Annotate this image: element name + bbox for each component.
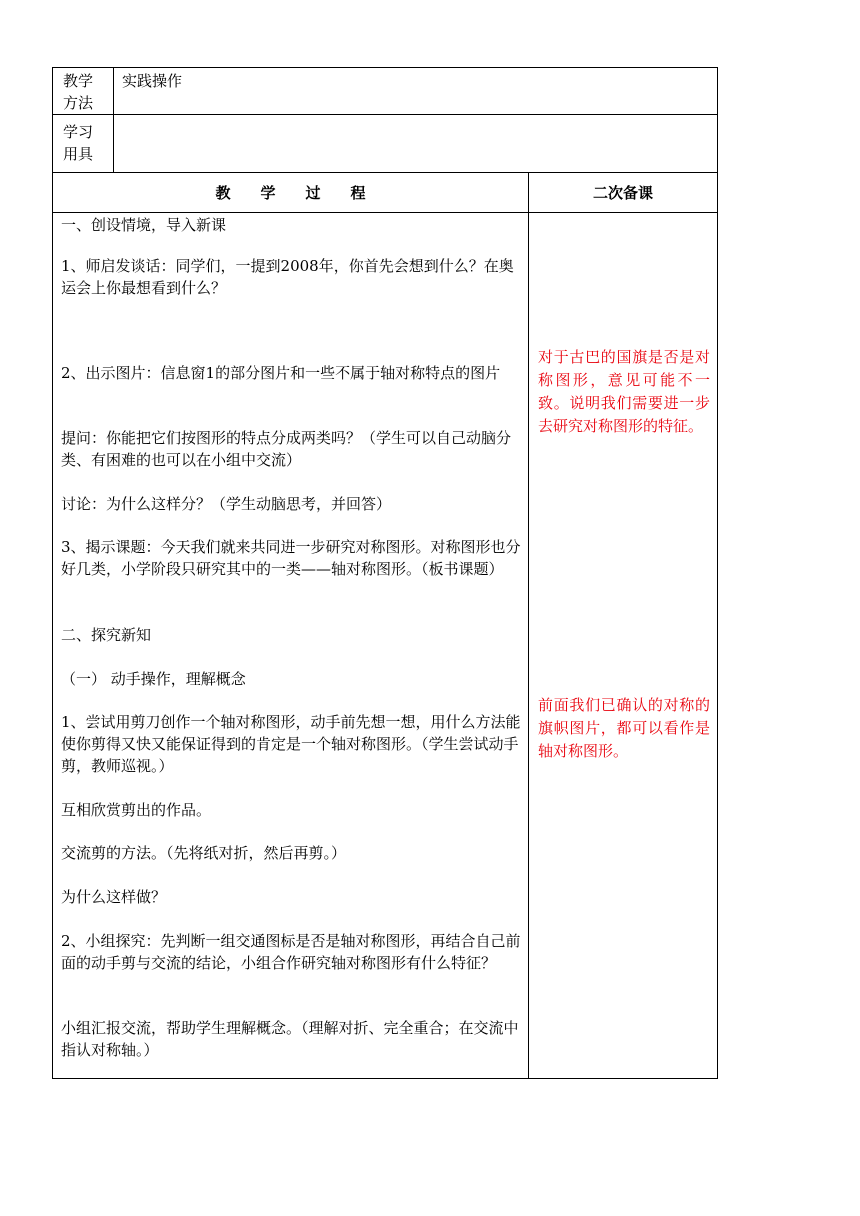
process-paragraph: 提问：你能把它们按图形的特点分成两类吗？（学生可以自己动脑分类、有困难的也可以在小组中交流）: [61, 429, 512, 469]
process-paragraph: 为什么这样做？: [61, 888, 167, 906]
tools-label-line1: 学习: [63, 123, 94, 141]
process-paragraph: 3、揭示课题：今天我们就来共同进一步研究对称图形。对称图形也分好几类，小学阶段只研究其中的一类——轴对称图形。（板书课题）: [61, 538, 521, 578]
method-label-cell: [53, 68, 114, 115]
process-paragraph: 一、创设情境，导入新课: [61, 216, 227, 234]
process-title-char-3: 过: [305, 184, 321, 202]
teaching-process-cell: [53, 213, 529, 1079]
lesson-plan-table: [52, 67, 718, 1079]
second-prep-notes-cell: [529, 213, 718, 1079]
process-title-char-2: 学: [260, 184, 276, 202]
note-text: 对于古巴的国旗是否是对称图形，意见可能不一致。说明我们需要进一步去研究对称图形的特征。: [538, 348, 710, 435]
process-paragraph: （一） 动手操作，理解概念: [61, 670, 246, 688]
process-paragraph: 1、尝试用剪刀创作一个轴对称图形，动手前先想一想，用什么方法能使你剪得又快又能保证得到的肯定是一个轴对称图形。（学生尝试动手剪，教师巡视。）: [61, 713, 521, 775]
method-row: [53, 68, 718, 115]
column-header-row: [53, 173, 718, 213]
tools-value: [114, 115, 718, 173]
method-label-line2: 方法: [63, 94, 94, 112]
method-value: 实践操作: [114, 68, 718, 115]
process-paragraph: 2、小组探究：先判断一组交通图标是否是轴对称图形，再结合自己前面的动手剪与交流的结论，小组合作研究轴对称图形有什么特征？: [61, 932, 521, 972]
process-paragraph: 1、师启发谈话：同学们，一提到2008年，你首先会想到什么？在奥运会上你最想看到什么？: [61, 257, 514, 297]
notes-column-header: 二次备课: [529, 173, 718, 213]
note-text: 前面我们已确认的对称的旗帜图片，都可以看作是轴对称图形。: [538, 696, 710, 760]
process-column-header: [53, 173, 529, 213]
process-paragraph: 交流剪的方法。（先将纸对折，然后再剪。）: [61, 844, 347, 862]
process-paragraph: 二、探究新知: [61, 626, 152, 644]
content-row: [53, 213, 718, 1079]
tools-row: [53, 115, 718, 173]
process-title-char-4: 程: [350, 184, 366, 202]
method-label-line1: 教学: [63, 72, 94, 90]
process-title-char-1: 教: [215, 184, 231, 202]
tools-label-line2: 用具: [63, 145, 94, 163]
process-paragraph: 2、出示图片：信息窗1的部分图片和一些不属于轴对称特点的图片: [61, 364, 501, 382]
process-paragraph: 互相欣赏剪出的作品。: [61, 801, 212, 819]
process-paragraph: 小组汇报交流，帮助学生理解概念。（理解对折、完全重合；在交流中指认对称轴。）: [61, 1019, 519, 1059]
tools-label-cell: [53, 115, 114, 173]
process-paragraph: 讨论：为什么这样分？（学生动脑思考，并回答）: [61, 495, 392, 513]
